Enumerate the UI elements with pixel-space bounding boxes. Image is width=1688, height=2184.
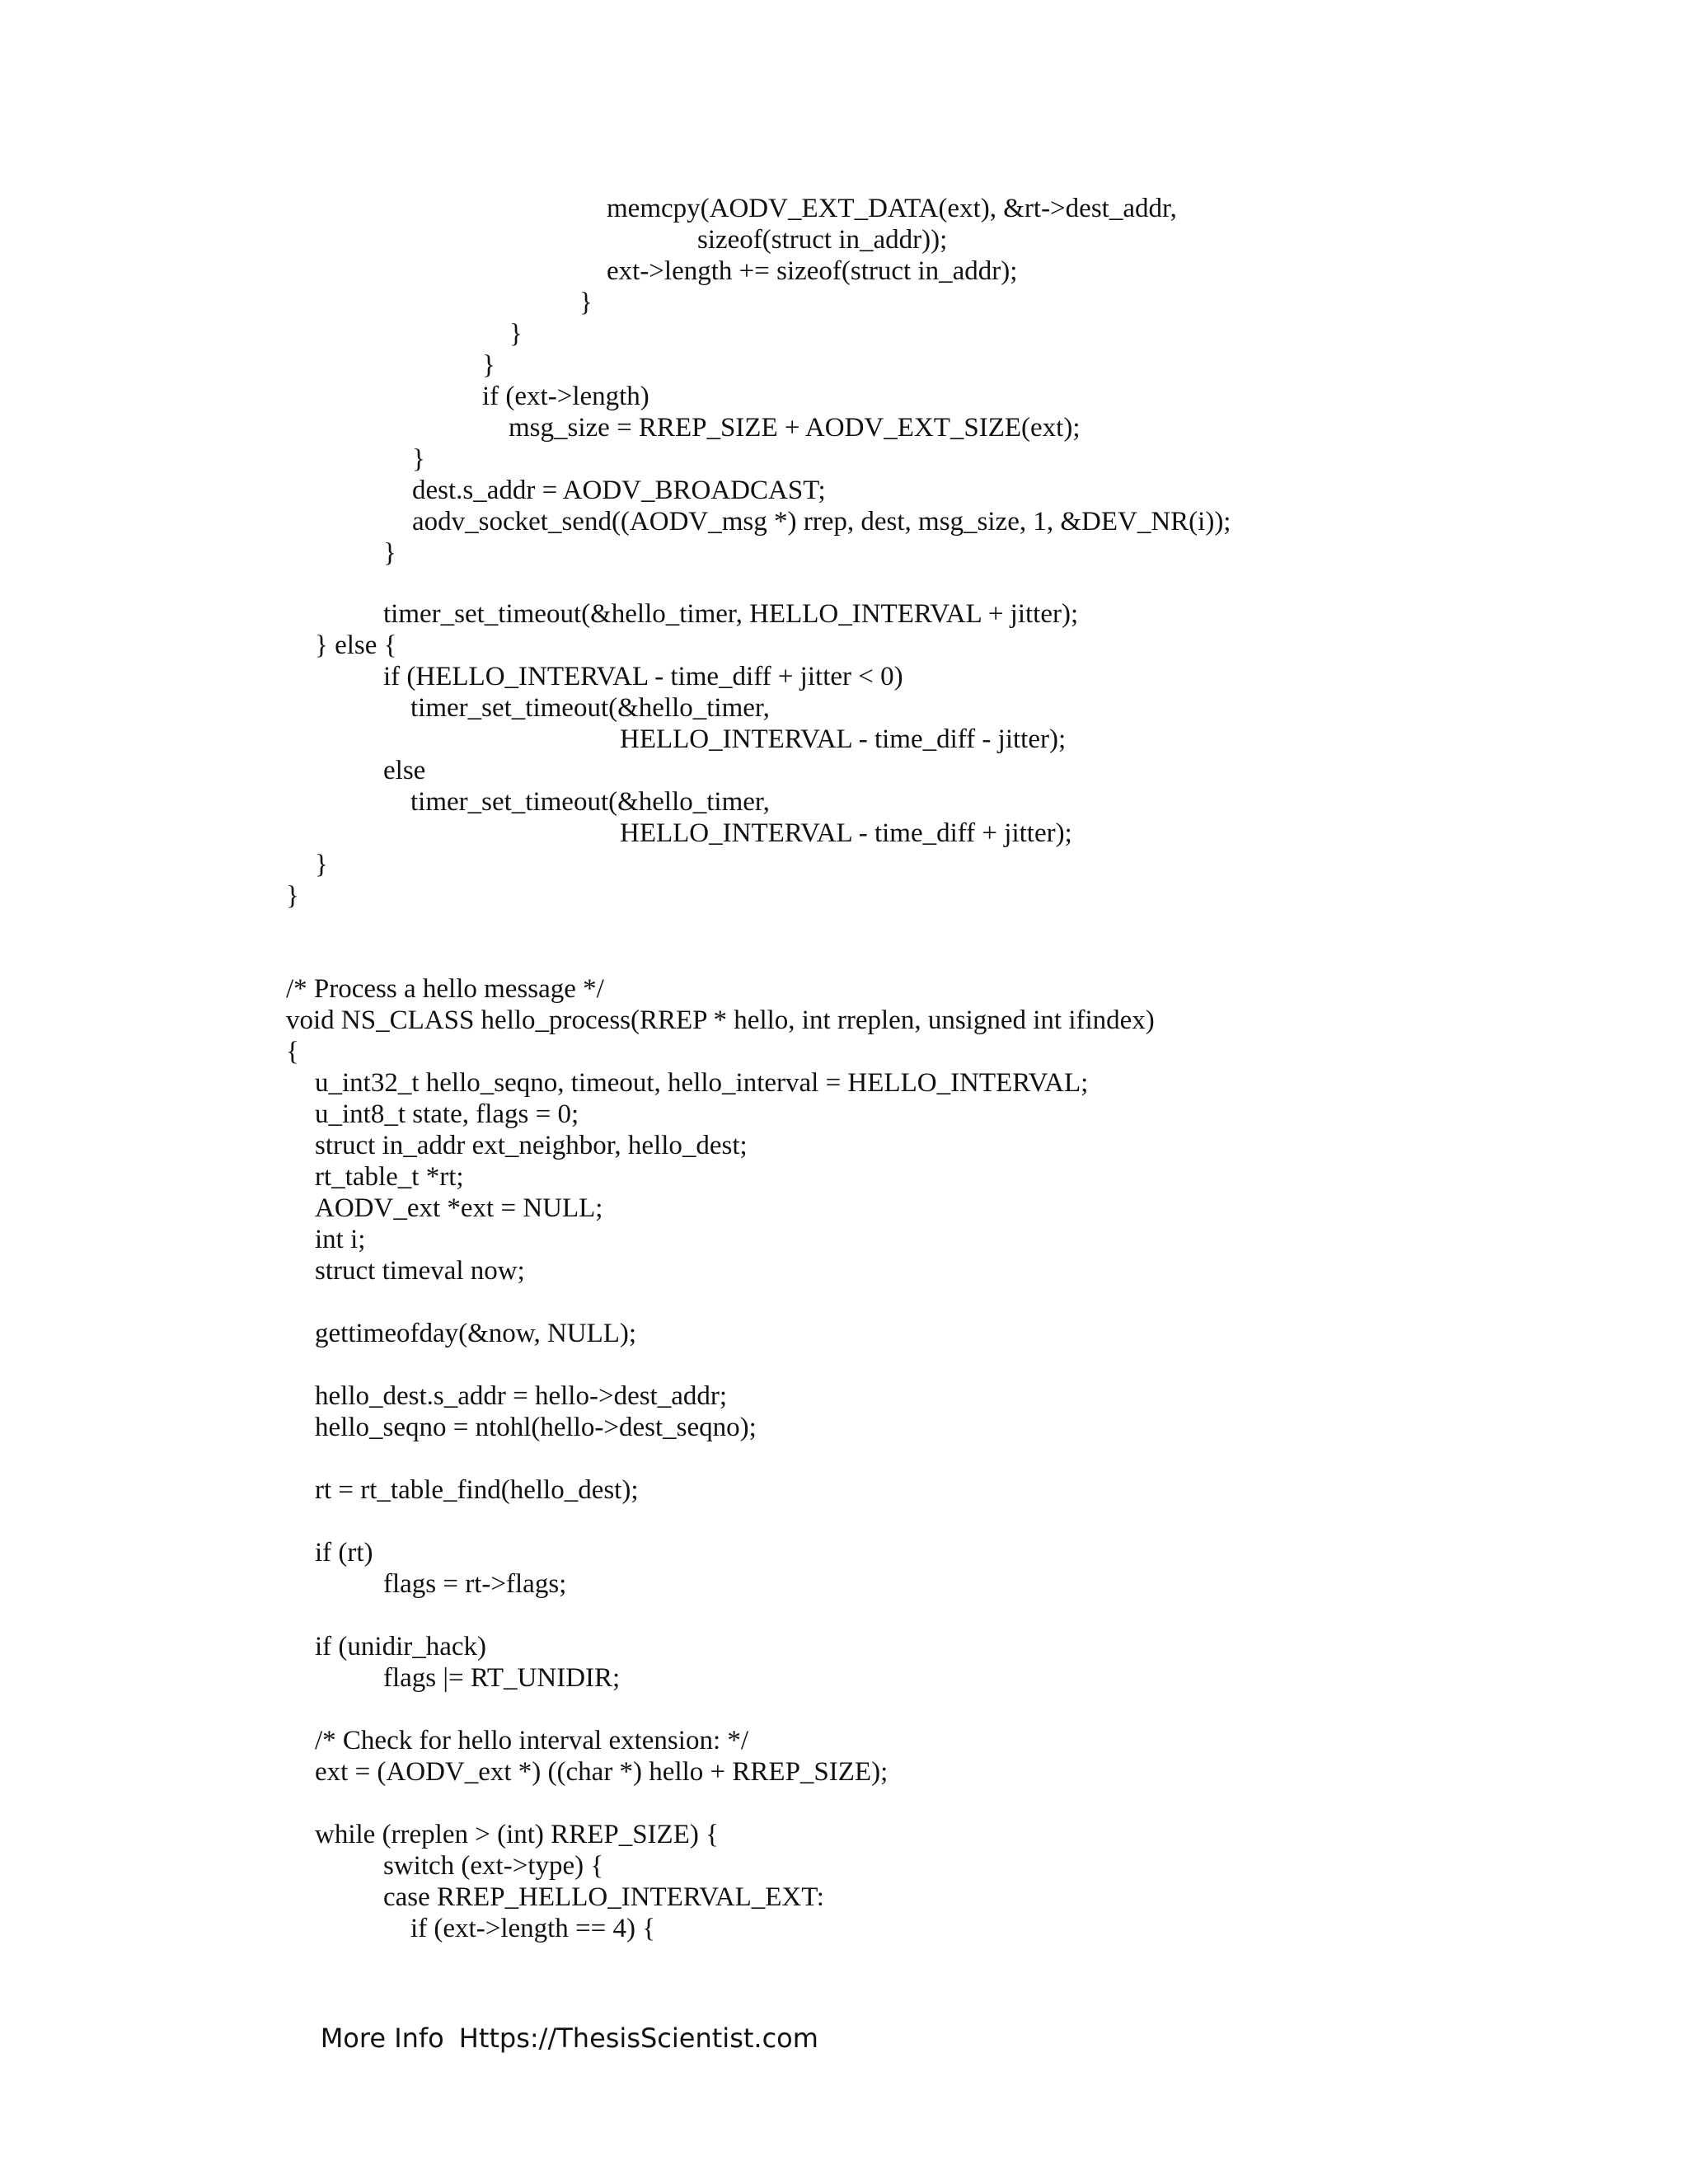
code-line: rt = rt_table_find(hello_dest);: [315, 1475, 639, 1505]
code-line: u_int8_t state, flags = 0;: [315, 1099, 579, 1129]
code-line: }: [412, 444, 425, 474]
footer: [287, 1989, 818, 2088]
code-line: ext->length += sizeof(struct in_addr);: [607, 256, 1018, 286]
code-line: aodv_socket_send((AODV_msg *) rrep, dest, msg_size, 1, &DEV_NR(i));: [412, 507, 1231, 537]
code-line: flags = rt->flags;: [383, 1569, 567, 1599]
code-line: AODV_ext *ext = NULL;: [315, 1193, 603, 1223]
function-signature: void NS_CLASS hello_process(RREP * hello, int rreplen, unsigned int ifindex): [286, 1005, 1155, 1035]
code-line: u_int32_t hello_seqno, timeout, hello_interval = HELLO_INTERVAL;: [315, 1068, 1089, 1098]
code-line: }: [286, 881, 299, 911]
code-line: HELLO_INTERVAL - time_diff - jitter);: [620, 724, 1067, 754]
code-line: {: [286, 1037, 299, 1066]
code-line: HELLO_INTERVAL - time_diff + jitter);: [620, 818, 1072, 848]
code-line: hello_seqno = ntohl(hello->dest_seqno);: [315, 1413, 757, 1442]
code-line: hello_dest.s_addr = hello->dest_addr;: [315, 1381, 728, 1411]
code-line: rt_table_t *rt;: [315, 1162, 464, 1192]
footer-link[interactable]: Https://ThesisScientist.com: [458, 2022, 818, 2054]
code-line: } else {: [315, 630, 397, 660]
code-line: flags |= RT_UNIDIR;: [383, 1663, 621, 1693]
code-line: msg_size = RREP_SIZE + AODV_EXT_SIZE(ext);: [509, 413, 1081, 443]
code-line: case RREP_HELLO_INTERVAL_EXT:: [383, 1882, 824, 1912]
code-line: }: [482, 350, 495, 380]
code-line: }: [315, 850, 328, 879]
code-line: ext = (AODV_ext *) ((char *) hello + RREP_SIZE);: [315, 1757, 889, 1787]
code-line: if (HELLO_INTERVAL - time_diff + jitter < 0): [383, 662, 903, 691]
code-line: if (ext->length == 4) {: [410, 1914, 656, 1943]
code-line: if (ext->length): [482, 382, 649, 411]
code-line: sizeof(struct in_addr));: [697, 225, 948, 255]
code-line: struct timeval now;: [315, 1256, 525, 1286]
code-line: timer_set_timeout(&hello_timer, HELLO_INTERVAL + jitter);: [383, 599, 1079, 629]
code-line: timer_set_timeout(&hello_timer,: [410, 693, 770, 723]
code-line: switch (ext->type) {: [383, 1851, 604, 1881]
code-line: }: [579, 288, 593, 317]
code-line: while (rreplen > (int) RREP_SIZE) {: [315, 1820, 719, 1849]
footer-label: More Info: [320, 2022, 444, 2054]
code-line: int i;: [315, 1225, 366, 1254]
code-comment: /* Check for hello interval extension: */: [315, 1726, 749, 1755]
code-line: }: [383, 538, 396, 568]
code-line: gettimeofday(&now, NULL);: [315, 1319, 637, 1348]
code-line: }: [509, 319, 523, 349]
code-line: if (unidir_hack): [315, 1632, 487, 1661]
code-line: timer_set_timeout(&hello_timer,: [410, 787, 770, 817]
code-line: if (rt): [315, 1538, 373, 1568]
code-comment: /* Process a hello message */: [286, 974, 604, 1004]
code-line: struct in_addr ext_neighbor, hello_dest;: [315, 1131, 748, 1160]
code-line: memcpy(AODV_EXT_DATA(ext), &rt->dest_addr,: [607, 194, 1177, 223]
code-line: dest.s_addr = AODV_BROADCAST;: [412, 476, 826, 505]
code-line: else: [383, 756, 426, 785]
